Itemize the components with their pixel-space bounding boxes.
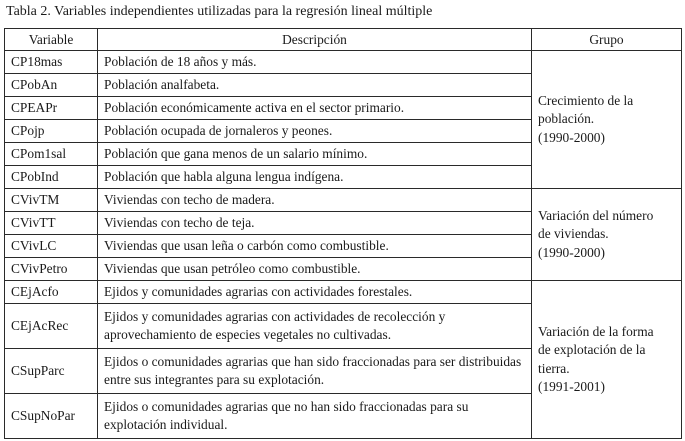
description-cell: Población que gana menos de un salario mínimo. <box>98 143 532 166</box>
header-variable: Variable <box>5 29 98 51</box>
table-caption: Tabla 2. Variables independientes utilizadas para la regresión lineal múltiple <box>6 4 433 19</box>
group-cell-population <box>532 51 682 189</box>
variable-cell: CEjAcfo <box>5 281 98 304</box>
table-header-row <box>5 29 682 51</box>
group-line: Variación del número <box>538 207 654 223</box>
variable-cell: CVivTM <box>5 189 98 212</box>
group-line: Variación de la forma <box>538 323 654 339</box>
header-group: Grupo <box>532 29 682 51</box>
variables-table <box>4 28 682 439</box>
header-description: Descripción <box>98 29 532 51</box>
variable-cell: CPom1sal <box>5 143 98 166</box>
description-cell: Viviendas con techo de madera. <box>98 189 532 212</box>
description-cell: Población que habla alguna lengua indígena. <box>98 166 532 189</box>
description-cell: Viviendas que usan leña o carbón como combustible. <box>98 235 532 258</box>
variable-cell: CPojp <box>5 120 98 143</box>
group-line: de viviendas. <box>538 226 609 242</box>
group-line: población. <box>538 111 595 127</box>
description-cell: Viviendas con techo de teja. <box>98 212 532 235</box>
variable-cell: CPobInd <box>5 166 98 189</box>
group-line: Crecimiento de la <box>538 92 634 108</box>
group-line: (1991-2001) <box>538 379 605 394</box>
group-cell-housing <box>532 189 682 281</box>
group-line: de explotación de la <box>538 342 646 357</box>
description-cell: Ejidos o comunidades agrarias que no han sido fraccionadas para su explotación individual. <box>98 394 532 439</box>
group-line: tierra. <box>538 360 570 376</box>
description-cell: Viviendas que usan petróleo como combustible. <box>98 258 532 281</box>
table-row <box>5 51 682 74</box>
variable-cell: CPEAPr <box>5 97 98 120</box>
group-cell-land <box>532 281 682 439</box>
variable-cell: CSupNoPar <box>5 394 98 439</box>
variable-cell: CP18mas <box>5 51 98 74</box>
table-row <box>5 189 682 212</box>
variable-cell: CVivPetro <box>5 258 98 281</box>
variable-cell: CSupParc <box>5 349 98 394</box>
group-line: (1990-2000) <box>538 244 605 260</box>
description-cell: Población de 18 años y más. <box>98 51 532 74</box>
description-cell: Población económicamente activa en el sector primario. <box>98 97 532 120</box>
description-cell: Población analfabeta. <box>98 74 532 97</box>
group-line: (1990-2000) <box>538 129 605 145</box>
variable-cell: CVivLC <box>5 235 98 258</box>
description-cell: Ejidos y comunidades agrarias con actividades de recolección y aprovechamiento de especies vegetales no cultivadas. <box>98 304 532 349</box>
description-cell: Ejidos o comunidades agrarias que han sido fraccionadas para ser distribuidas entre sus integrantes para su explotación. <box>98 349 532 394</box>
variable-cell: CVivTT <box>5 212 98 235</box>
variable-cell: CEjAcRec <box>5 304 98 349</box>
table-row <box>5 281 682 304</box>
variable-cell: CPobAn <box>5 74 98 97</box>
description-cell: Población ocupada de jornaleros y peones. <box>98 120 532 143</box>
description-cell: Ejidos y comunidades agrarias con actividades forestales. <box>98 281 532 304</box>
